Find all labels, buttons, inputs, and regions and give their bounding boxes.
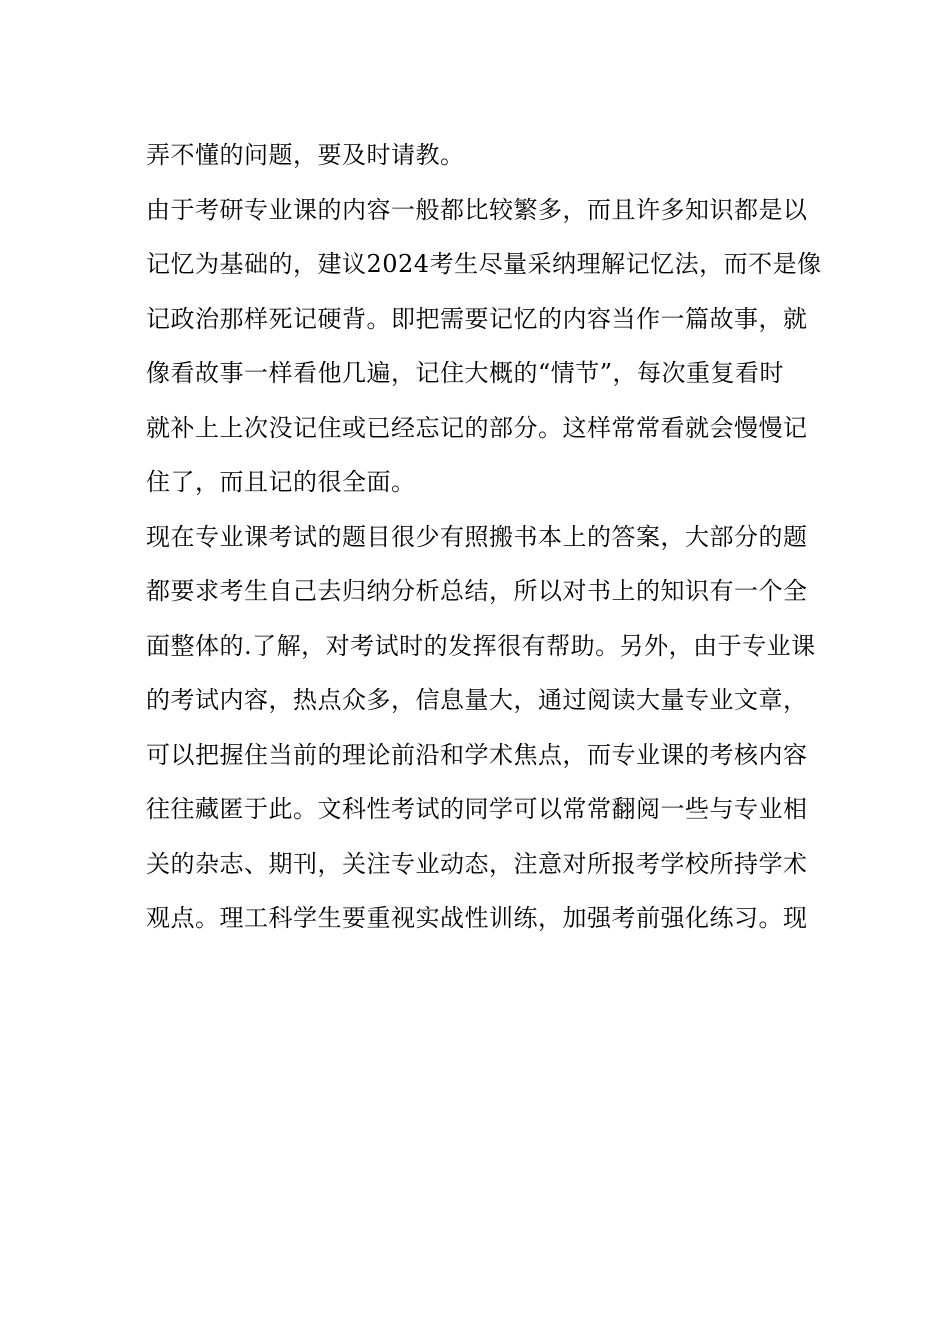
text-line-8: 现在专业课考试的题目很少有照搬书本上的答案，大部分的题 bbox=[146, 522, 808, 551]
text-line-1: 弄不懂的问题，要及时请教。 bbox=[146, 141, 465, 169]
text-line-14: 关的杂志、期刊，关注专业动态，注意对所报考学校所持学术 bbox=[146, 849, 808, 878]
text-line-12: 可以把握住当前的理论前沿和学术焦点，而专业课的考核内容 bbox=[146, 740, 808, 769]
text-line-5: 像看故事一样看他几遍，记住大概的“情节”，每次重复看时 bbox=[146, 359, 785, 387]
text-line-15: 观点。理工科学生要重视实战性训练，加强考前强化练习。现 bbox=[146, 904, 808, 932]
text-line-2: 由于考研专业课的内容一般都比较繁多，而且许多知识都是以 bbox=[146, 195, 808, 224]
text-line-6: 就补上上次没记住或已经忘记的部分。这样常常看就会慢慢记 bbox=[146, 413, 808, 442]
text-line-11: 的考试内容，热点众多，信息量大，通过阅读大量专业文章， bbox=[146, 686, 808, 714]
text-line-13: 往往藏匿于此。文科性考试的同学可以常常翻阅一些与专业相 bbox=[146, 795, 808, 823]
text-line-10: 面整体的.了解，对考试时的发挥很有帮助。另外，由于专业课 bbox=[146, 631, 816, 660]
body-text bbox=[146, 128, 822, 946]
text-line-4: 记政治那样死记硬背。即把需要记忆的内容当作一篇故事，就 bbox=[146, 304, 808, 333]
text-line-3: 记忆为基础的，建议2024考生尽量采纳理解记忆法，而不是像 bbox=[146, 250, 822, 278]
text-line-9: 都要求考生自己去归纳分析总结，所以对书上的知识有一个全 bbox=[146, 577, 808, 605]
text-line-7: 住了，而且记的很全面。 bbox=[146, 468, 416, 496]
